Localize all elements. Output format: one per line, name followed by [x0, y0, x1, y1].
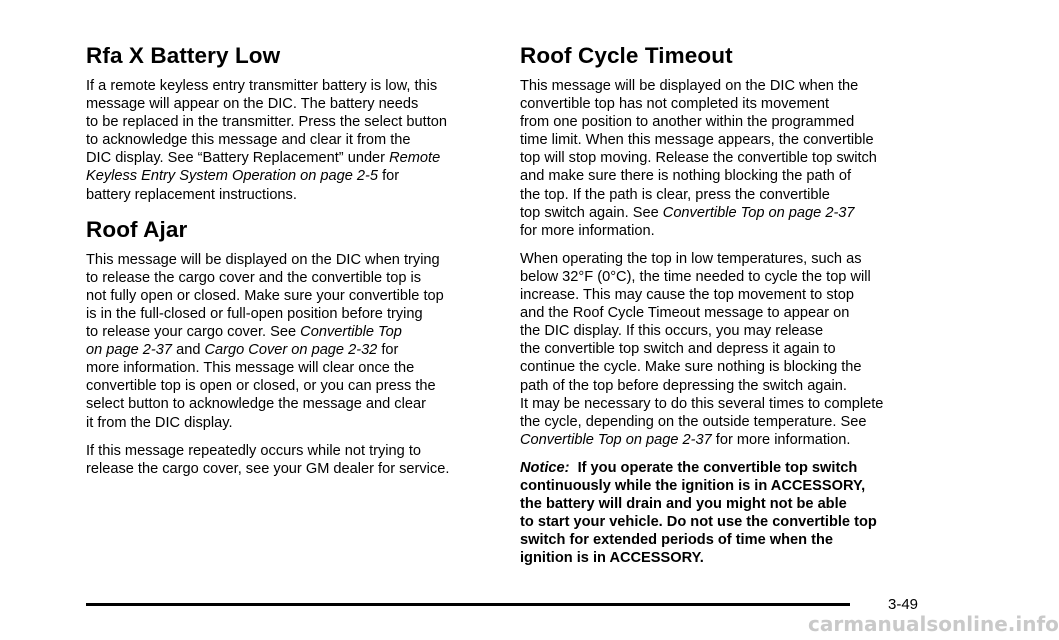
text-line: This message will be displayed on the DIC when the — [520, 78, 859, 94]
text-line: increase. This may cause the top movement to stop — [520, 287, 854, 304]
text-line: to start your vehicle. Do not use the convertible top — [520, 514, 877, 531]
text-line: path of the top before depressing the switch again. — [520, 377, 847, 394]
text-line: This message will be displayed on the DIC when trying — [86, 251, 440, 268]
text-line: the cycle, depending on the outside temperature. See — [520, 413, 867, 430]
watermark-logo: carmanualsonline.info — [808, 612, 1059, 636]
reference-link[interactable]: Convertible Top on page 2-37 — [520, 431, 712, 448]
text-line: to be replaced in the transmitter. Press the select button — [86, 114, 447, 131]
text-line — [86, 167, 498, 185]
text-line: convertible top is open or closed, or you can press the — [86, 378, 436, 395]
text-line: below 32°F (0°C), the time needed to cycle the top will — [520, 268, 871, 285]
reference-link[interactable]: Convertible Top — [300, 324, 402, 341]
paragraph-roof-cycle-timeout — [520, 77, 930, 240]
text-line: the convertible top switch and depress it again to — [520, 341, 836, 358]
text-segment: for — [377, 342, 399, 359]
text-line — [520, 431, 930, 449]
text-line: the battery will drain and you might not be able — [520, 496, 847, 513]
heading-roof-cycle-timeout: Roof Cycle Timeout — [520, 43, 733, 68]
text-line: continuously while the ignition is in ACCESSORY, — [520, 477, 866, 494]
notice-paragraph — [520, 459, 930, 568]
text-line: for more information. — [520, 222, 655, 239]
text-line: the DIC display. If this occurs, you may release — [520, 323, 824, 340]
text-line: is in the full-closed or full-open position before trying — [86, 305, 423, 322]
reference-link[interactable]: Convertible Top on page 2-37 — [662, 204, 855, 221]
text-segment: DIC display. See “Battery Replacement” under — [86, 150, 390, 167]
text-line: and the Roof Cycle Timeout message to appear on — [520, 305, 850, 322]
left-column — [86, 42, 498, 488]
right-column — [520, 42, 930, 577]
text-line: to release the cargo cover and the convertible top is — [86, 269, 422, 286]
reference-link[interactable]: Remote — [389, 150, 441, 167]
text-line: it from the DIC display. — [86, 414, 233, 431]
text-line: It may be necessary to do this several times to complete — [520, 395, 884, 412]
text-segment: and — [172, 342, 205, 359]
text-line: the top. If the path is clear, press the convertible — [520, 186, 830, 203]
footer-rule — [86, 603, 850, 606]
text-line — [86, 341, 498, 359]
text-line: time limit. When this message appears, the convertible — [520, 132, 874, 149]
text-segment: If you operate the convertible top switch — [569, 459, 858, 476]
text-segment: for — [378, 168, 400, 185]
text-line: release the cargo cover, see your GM dealer for service. — [86, 460, 450, 477]
paragraph-roof-ajar — [86, 251, 498, 432]
text-line: select button to acknowledge the message and clear — [86, 396, 426, 413]
page-number: 3-49 — [888, 596, 919, 613]
paragraph-rfa-battery-low — [86, 77, 498, 204]
text-line — [520, 204, 930, 222]
text-line: not fully open or closed. Make sure your convertible top — [86, 287, 444, 304]
text-line: battery replacement instructions. — [86, 186, 297, 203]
text-segment: for more information. — [711, 431, 851, 448]
reference-link[interactable]: Keyless Entry System Operation on page 2-5 — [86, 168, 379, 185]
text-line: from one position to another within the programmed — [520, 114, 855, 131]
reference-link[interactable]: Cargo Cover on page 2-32 — [204, 342, 378, 359]
heading-roof-ajar: Roof Ajar — [86, 216, 188, 242]
text-line: ignition is in ACCESSORY. — [520, 550, 704, 567]
text-line — [520, 459, 930, 477]
text-line: When operating the top in low temperatures, such as — [520, 250, 862, 267]
text-line: If this message repeatedly occurs while not trying to — [86, 442, 422, 459]
text-line: continue the cycle. Make sure nothing is blocking the — [520, 359, 862, 376]
text-line: switch for extended periods of time when the — [520, 532, 833, 549]
text-line: convertible top has not completed its movement — [520, 96, 830, 113]
text-line: If a remote keyless entry transmitter battery is low, this — [86, 78, 438, 94]
text-line: and make sure there is nothing blocking the path of — [520, 168, 852, 185]
paragraph-low-temperature — [520, 250, 930, 449]
heading-rfa-battery-low: Rfa X Battery Low — [86, 43, 281, 68]
text-segment: to release your cargo cover. See — [86, 324, 301, 341]
text-line — [86, 149, 498, 167]
text-segment: top switch again. See — [520, 204, 663, 221]
text-line: to acknowledge this message and clear it from the — [86, 132, 411, 149]
paragraph-roof-ajar-service — [86, 442, 498, 478]
text-line: top will stop moving. Release the convertible top switch — [520, 150, 877, 167]
text-line — [86, 323, 498, 341]
reference-link[interactable]: on page 2-37 — [86, 342, 173, 359]
text-line: more information. This message will clear once the — [86, 360, 415, 377]
notice-label: Notice: — [520, 459, 570, 476]
text-line: message will appear on the DIC. The battery needs — [86, 96, 419, 113]
